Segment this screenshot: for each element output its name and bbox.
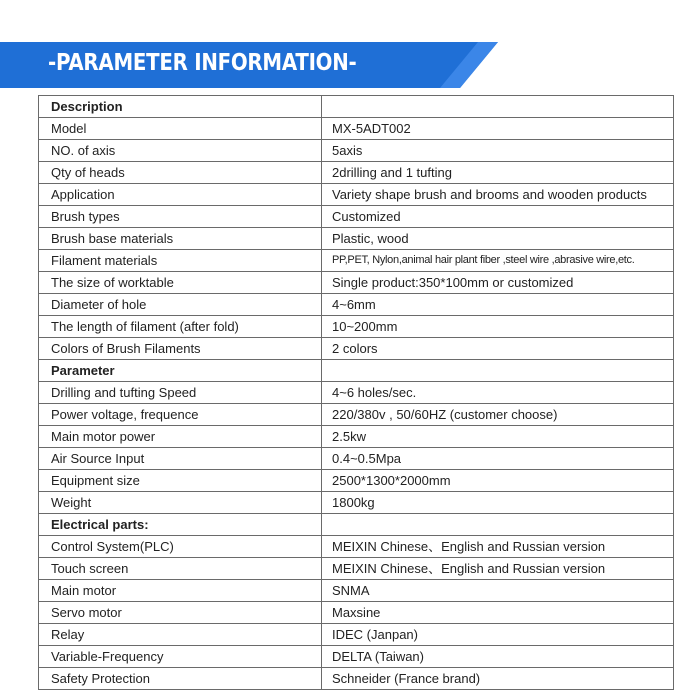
table-row (39, 162, 674, 184)
parameter-name: Drilling and tufting Speed (39, 382, 322, 404)
parameter-name: Brush types (39, 206, 322, 228)
table-row (39, 624, 674, 646)
table-row (39, 668, 674, 690)
table-row (39, 184, 674, 206)
table-row (39, 448, 674, 470)
parameter-table (38, 95, 674, 690)
parameter-value: Variety shape brush and brooms and wooden products (322, 184, 674, 206)
parameter-value: 2.5kw (322, 426, 674, 448)
table-row (39, 470, 674, 492)
table-row (39, 316, 674, 338)
table-row (39, 404, 674, 426)
parameter-name: Variable-Frequency (39, 646, 322, 668)
section-title: Electrical parts: (39, 514, 322, 536)
parameter-value: 2 colors (322, 338, 674, 360)
parameter-name: Relay (39, 624, 322, 646)
parameter-value (322, 360, 674, 382)
parameter-value: 5axis (322, 140, 674, 162)
parameter-value: 10~200mm (322, 316, 674, 338)
parameter-name: Air Source Input (39, 448, 322, 470)
parameter-name: Servo motor (39, 602, 322, 624)
parameter-name: Qty of heads (39, 162, 322, 184)
parameter-banner (0, 42, 700, 88)
table-row (39, 272, 674, 294)
table-row (39, 118, 674, 140)
parameter-value: PP,PET, Nylon,animal hair plant fiber ,steel wire ,abrasive wire,etc. (322, 250, 674, 272)
parameter-value: SNMA (322, 580, 674, 602)
parameter-value: Customized (322, 206, 674, 228)
table-row (39, 492, 674, 514)
section-title: Parameter (39, 360, 322, 382)
section-header-row (39, 96, 674, 118)
parameter-name: Power voltage, frequence (39, 404, 322, 426)
table-row (39, 646, 674, 668)
parameter-value (322, 96, 674, 118)
table-row (39, 140, 674, 162)
parameter-name: Model (39, 118, 322, 140)
parameter-name: Equipment size (39, 470, 322, 492)
parameter-name: Main motor (39, 580, 322, 602)
parameter-value: 2500*1300*2000mm (322, 470, 674, 492)
section-header-row (39, 360, 674, 382)
table-row (39, 558, 674, 580)
table-row (39, 294, 674, 316)
table-row (39, 206, 674, 228)
parameter-name: The length of filament (after fold) (39, 316, 322, 338)
parameter-name: Control System(PLC) (39, 536, 322, 558)
parameter-value: Schneider (France brand) (322, 668, 674, 690)
parameter-value: 1800kg (322, 492, 674, 514)
table-row (39, 250, 674, 272)
table-row (39, 426, 674, 448)
table-row (39, 382, 674, 404)
parameter-name: Diameter of hole (39, 294, 322, 316)
parameter-name: Application (39, 184, 322, 206)
table-row (39, 228, 674, 250)
parameter-name: Touch screen (39, 558, 322, 580)
section-title: Description (39, 96, 322, 118)
table-row (39, 602, 674, 624)
banner-title: -PARAMETER INFORMATION- (48, 50, 357, 76)
parameter-name: Safety Protection (39, 668, 322, 690)
parameter-name: Weight (39, 492, 322, 514)
parameter-table-body (39, 96, 674, 690)
parameter-name: The size of worktable (39, 272, 322, 294)
table-row (39, 580, 674, 602)
parameter-value: Maxsine (322, 602, 674, 624)
parameter-name: Filament materials (39, 250, 322, 272)
parameter-value: 2drilling and 1 tufting (322, 162, 674, 184)
parameter-value: MEIXIN Chinese、English and Russian version (322, 558, 674, 580)
parameter-value: 4~6mm (322, 294, 674, 316)
parameter-value: Plastic, wood (322, 228, 674, 250)
parameter-value: MEIXIN Chinese、English and Russian version (322, 536, 674, 558)
parameter-value: 220/380v , 50/60HZ (customer choose) (322, 404, 674, 426)
parameter-name: Brush base materials (39, 228, 322, 250)
section-header-row (39, 514, 674, 536)
parameter-name: Colors of Brush Filaments (39, 338, 322, 360)
parameter-value: 0.4~0.5Mpa (322, 448, 674, 470)
table-row (39, 536, 674, 558)
parameter-value (322, 514, 674, 536)
parameter-value: IDEC (Janpan) (322, 624, 674, 646)
parameter-value: MX-5ADT002 (322, 118, 674, 140)
parameter-name: Main motor power (39, 426, 322, 448)
parameter-value: Single product:350*100mm or customized (322, 272, 674, 294)
table-row (39, 338, 674, 360)
parameter-value: 4~6 holes/sec. (322, 382, 674, 404)
parameter-name: NO. of axis (39, 140, 322, 162)
parameter-value: DELTA (Taiwan) (322, 646, 674, 668)
